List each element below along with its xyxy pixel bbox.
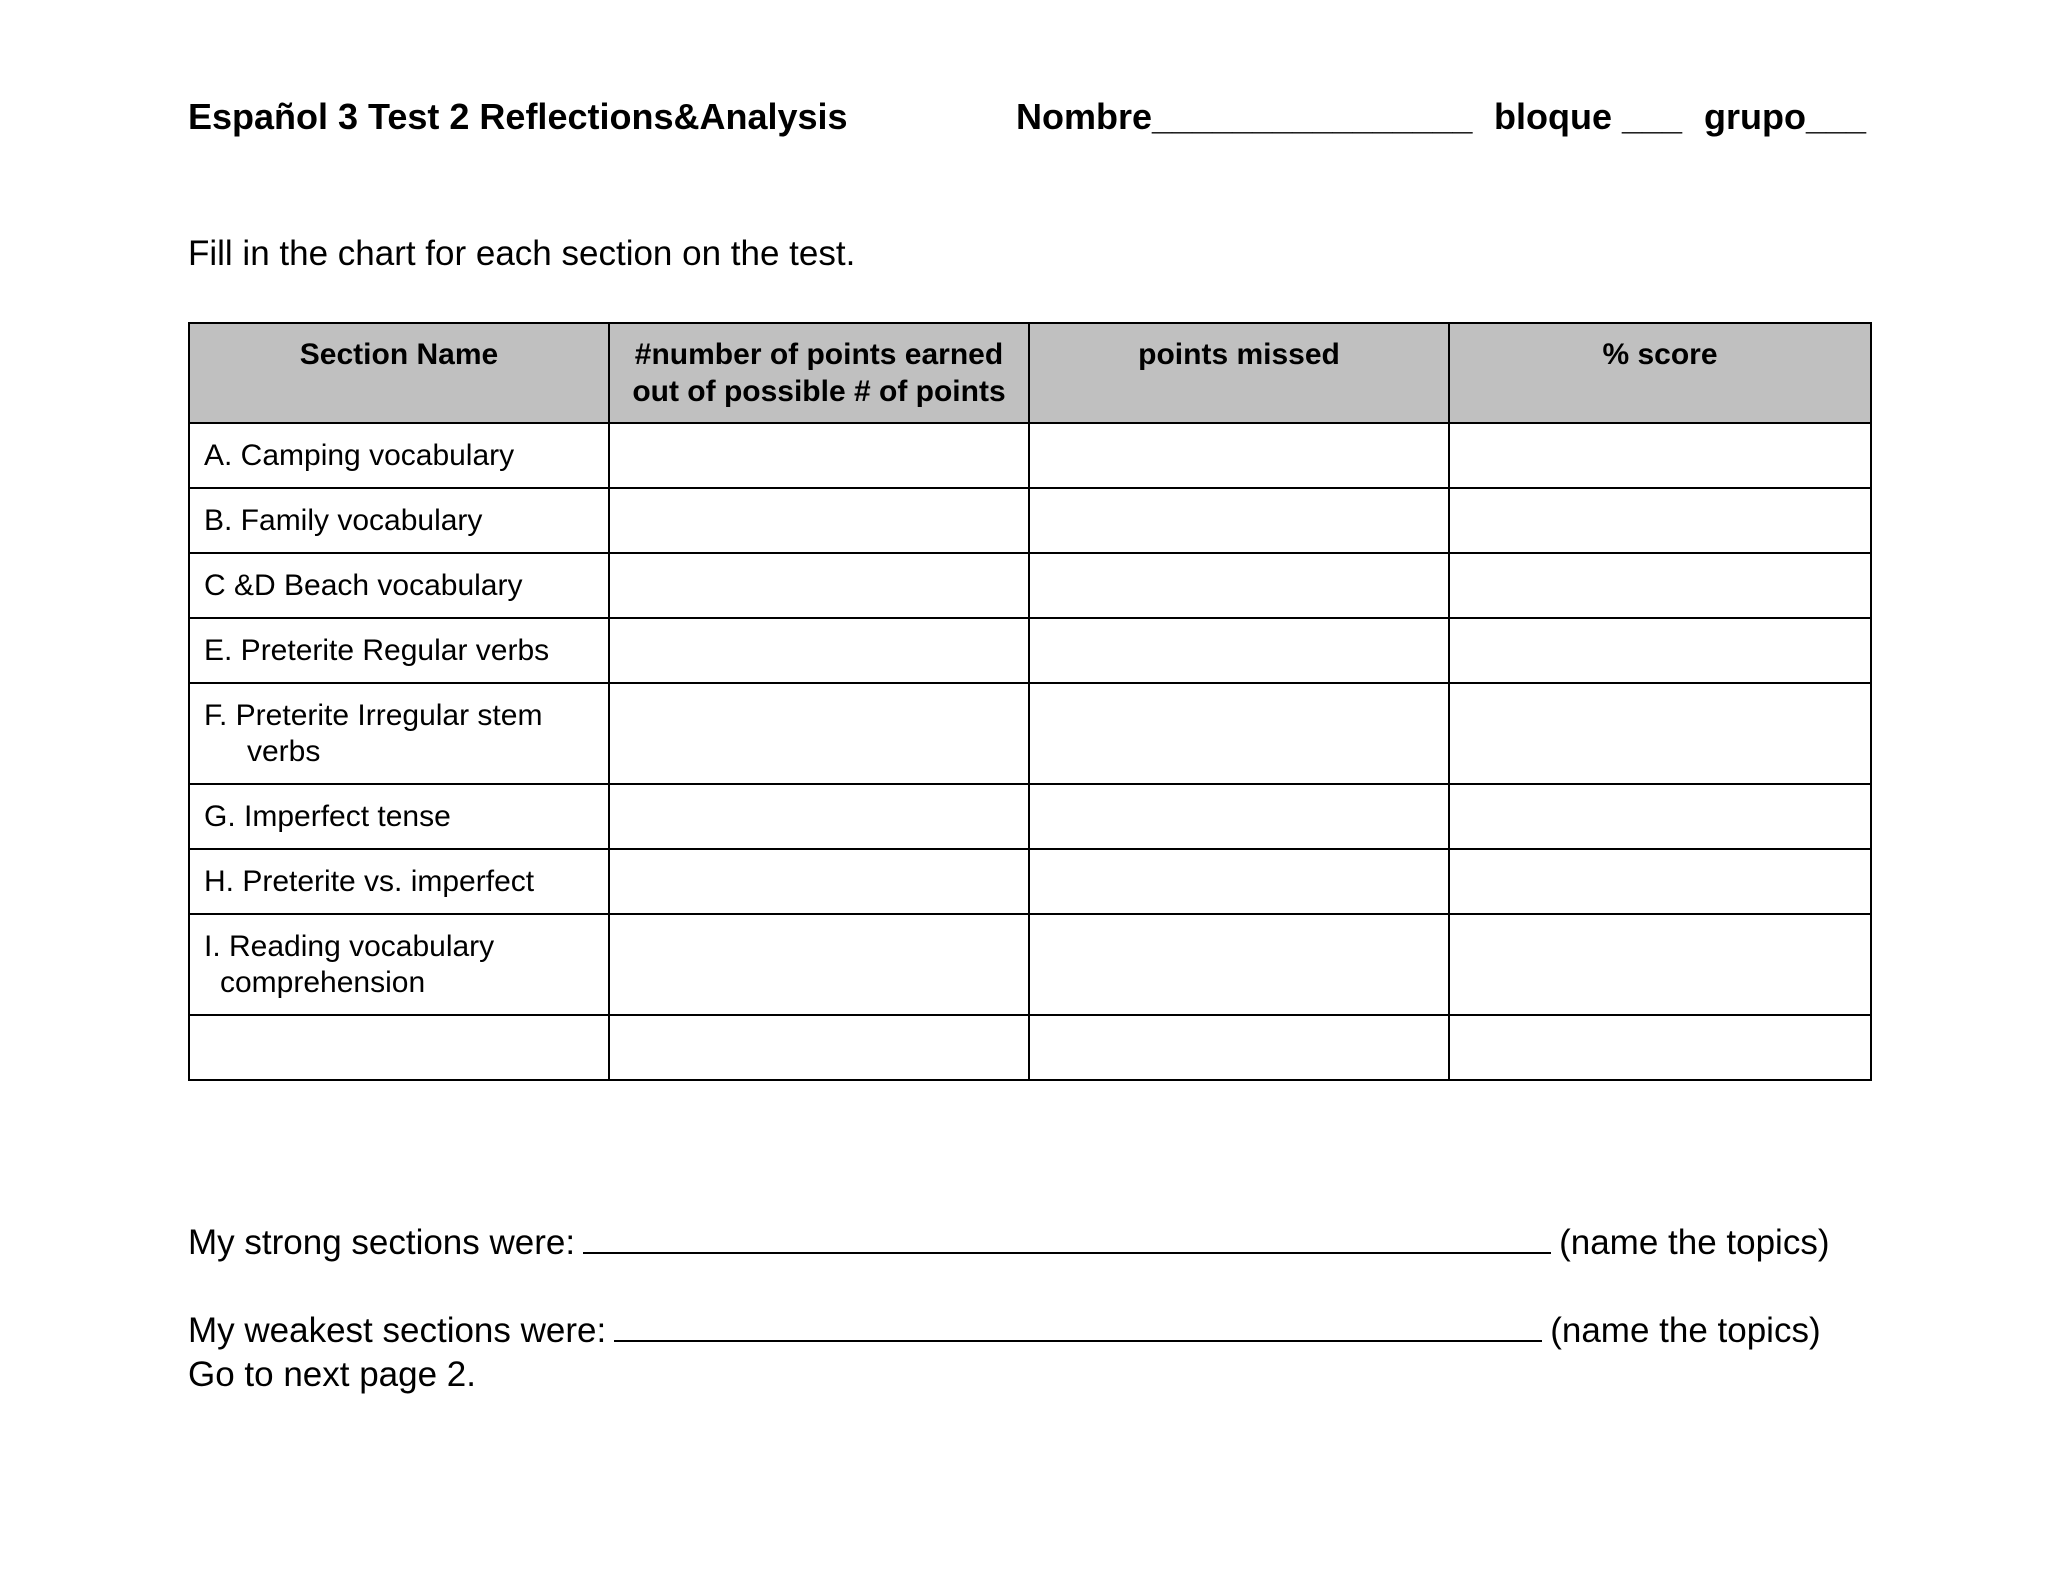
- section-name-cell: [189, 488, 609, 553]
- section-name: G. Imperfect tense: [204, 800, 451, 833]
- strong-sections-label: My strong sections were:: [188, 1223, 576, 1262]
- header-points-earned-line2: out of possible # of points: [632, 375, 1006, 408]
- section-name-cell: [189, 914, 609, 1015]
- section-name-cell: [189, 849, 609, 914]
- section-name-cell: [189, 423, 609, 488]
- weak-sections-suffix: (name the topics): [1550, 1311, 1821, 1350]
- points-earned-cell[interactable]: [609, 488, 1029, 553]
- section-name: B. Family vocabulary: [204, 504, 483, 537]
- points-earned-cell[interactable]: [609, 784, 1029, 849]
- table-row: [189, 914, 1871, 1015]
- worksheet-title: Español 3 Test 2 Reflections&Analysis: [188, 96, 848, 137]
- points-earned-cell[interactable]: [609, 618, 1029, 683]
- table-row: [189, 488, 1871, 553]
- points-missed-cell[interactable]: [1029, 914, 1449, 1015]
- points-earned-cell[interactable]: [609, 914, 1029, 1015]
- points-missed-cell[interactable]: [1029, 1015, 1449, 1080]
- next-page-text: Go to next page 2.: [188, 1355, 476, 1394]
- header-section-name: Section Name: [189, 323, 609, 423]
- percent-score-cell[interactable]: [1449, 423, 1871, 488]
- table-row: [189, 683, 1871, 784]
- strong-sections-line: [188, 1222, 1830, 1263]
- section-name: E. Preterite Regular verbs: [204, 634, 550, 667]
- section-name-cell: [189, 553, 609, 618]
- points-earned-cell[interactable]: [609, 683, 1029, 784]
- section-name-cell: [189, 683, 609, 784]
- section-name-continued: comprehension: [220, 966, 426, 999]
- table-row-empty: [189, 1015, 1871, 1080]
- points-missed-cell[interactable]: [1029, 683, 1449, 784]
- percent-score-cell[interactable]: [1449, 784, 1871, 849]
- points-missed-cell[interactable]: [1029, 618, 1449, 683]
- header-points-earned: [609, 323, 1029, 423]
- table-row: [189, 784, 1871, 849]
- table-row: [189, 849, 1871, 914]
- table-row: [189, 423, 1871, 488]
- percent-score-cell[interactable]: [1449, 618, 1871, 683]
- percent-score-cell[interactable]: [1449, 914, 1871, 1015]
- section-name-cell[interactable]: [189, 1015, 609, 1080]
- points-missed-cell[interactable]: [1029, 784, 1449, 849]
- percent-score-cell[interactable]: [1449, 1015, 1871, 1080]
- instruction-text: Fill in the chart for each section on the test.: [188, 234, 856, 273]
- points-earned-cell[interactable]: [609, 1015, 1029, 1080]
- score-chart: [188, 322, 1872, 1081]
- header-points-earned-line1: #number of points earned: [634, 338, 1004, 371]
- section-name: I. Reading vocabulary: [204, 930, 495, 963]
- section-name-cell: [189, 784, 609, 849]
- section-name: A. Camping vocabulary: [204, 439, 515, 472]
- weak-sections-line: [188, 1310, 1821, 1351]
- group-field[interactable]: grupo___: [1704, 96, 1867, 137]
- table-row: [189, 618, 1871, 683]
- points-missed-cell[interactable]: [1029, 423, 1449, 488]
- weak-sections-blank[interactable]: [614, 1310, 1542, 1342]
- points-missed-cell[interactable]: [1029, 553, 1449, 618]
- points-earned-cell[interactable]: [609, 553, 1029, 618]
- table-row: [189, 553, 1871, 618]
- section-name: F. Preterite Irregular stem: [204, 699, 543, 732]
- header-points-missed: points missed: [1029, 323, 1449, 423]
- points-missed-cell[interactable]: [1029, 488, 1449, 553]
- percent-score-cell[interactable]: [1449, 849, 1871, 914]
- strong-sections-blank[interactable]: [583, 1222, 1551, 1254]
- section-name: C &D Beach vocabulary: [204, 569, 523, 602]
- chart-header-row: [189, 323, 1871, 423]
- section-name: H. Preterite vs. imperfect: [204, 865, 535, 898]
- section-name-cell: [189, 618, 609, 683]
- points-earned-cell[interactable]: [609, 849, 1029, 914]
- percent-score-cell[interactable]: [1449, 553, 1871, 618]
- points-earned-cell[interactable]: [609, 423, 1029, 488]
- strong-sections-suffix: (name the topics): [1559, 1223, 1830, 1262]
- percent-score-cell[interactable]: [1449, 683, 1871, 784]
- points-missed-cell[interactable]: [1029, 849, 1449, 914]
- name-field[interactable]: Nombre________________: [1016, 96, 1473, 137]
- weak-sections-label: My weakest sections were:: [188, 1311, 607, 1350]
- block-field[interactable]: bloque ___: [1494, 96, 1683, 137]
- percent-score-cell[interactable]: [1449, 488, 1871, 553]
- worksheet-header: [188, 96, 1868, 140]
- header-percent-score: % score: [1449, 323, 1871, 423]
- section-name-continued: verbs: [247, 735, 321, 768]
